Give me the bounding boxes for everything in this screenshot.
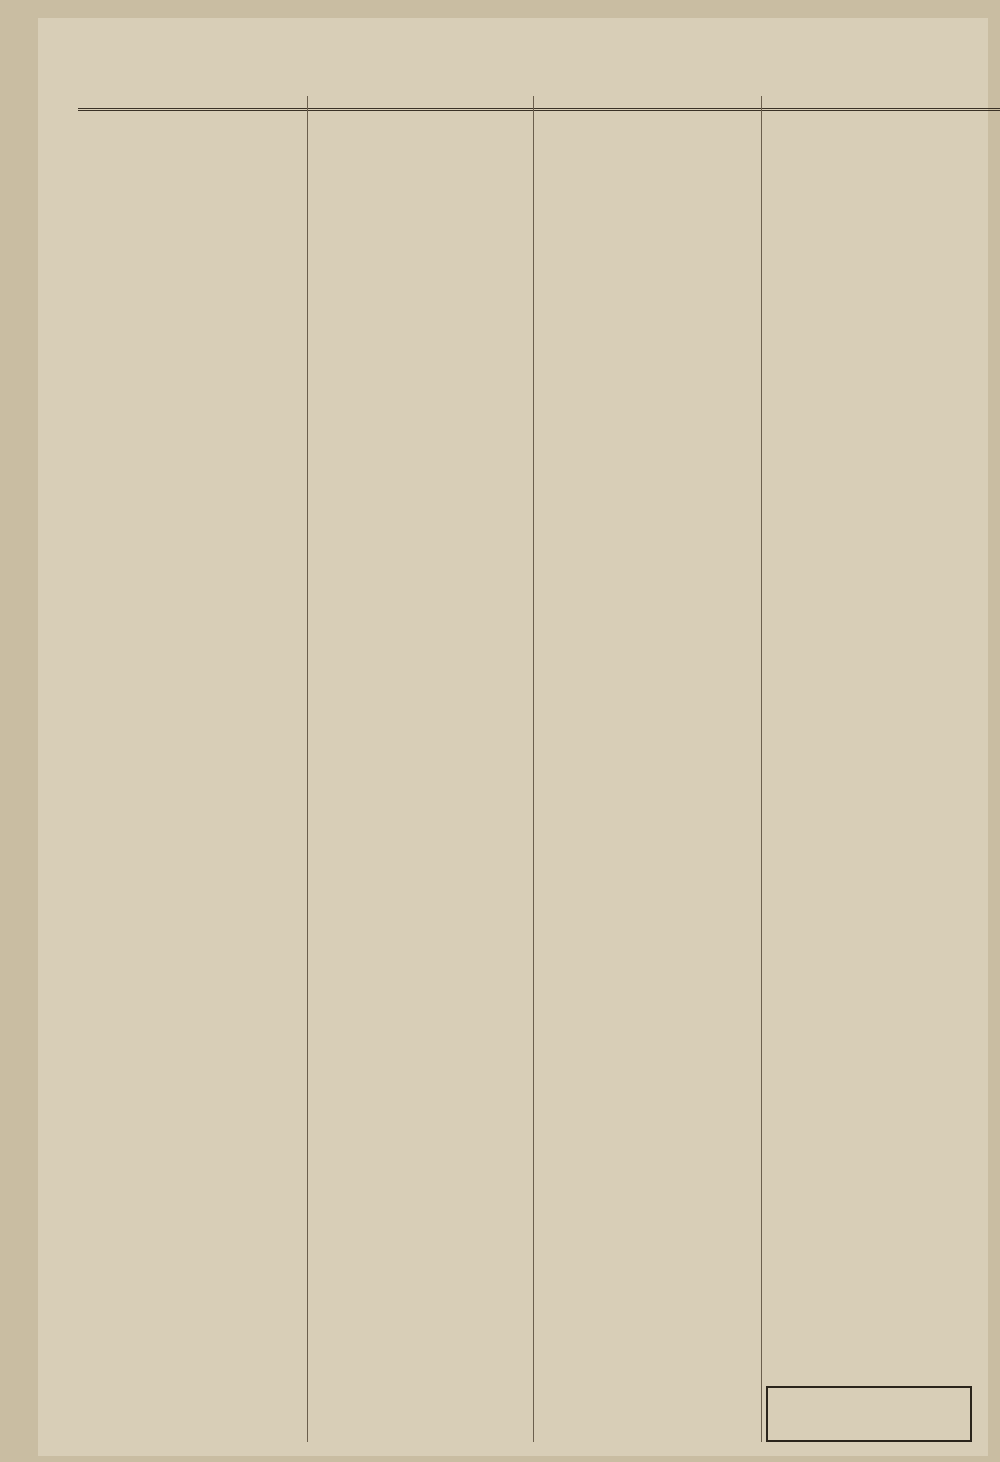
column-4: [766, 96, 972, 1442]
article-block: [78, 126, 302, 132]
article-block: [766, 126, 972, 132]
article-block: [312, 114, 529, 120]
article-block: [312, 150, 529, 156]
article-block: [78, 102, 302, 108]
article-block: [78, 114, 302, 120]
article-block: [312, 126, 529, 132]
article-block: [538, 102, 755, 108]
article-block: [538, 126, 755, 132]
column-3: [538, 96, 755, 1442]
article-block: [538, 150, 755, 156]
column-1: [78, 96, 302, 1442]
article-block: [312, 102, 529, 108]
article-block: [766, 102, 972, 108]
column-rule: [533, 96, 534, 1442]
article-block: [538, 138, 755, 144]
article-block: [538, 114, 755, 120]
column-rule: [307, 96, 308, 1442]
article-block: [78, 138, 302, 144]
article-block: [766, 138, 972, 144]
article-block: [312, 138, 529, 144]
article-block: [766, 114, 972, 120]
column-rule: [761, 96, 762, 1442]
advertisement-box: [766, 1386, 972, 1442]
column-2: [312, 96, 529, 1442]
